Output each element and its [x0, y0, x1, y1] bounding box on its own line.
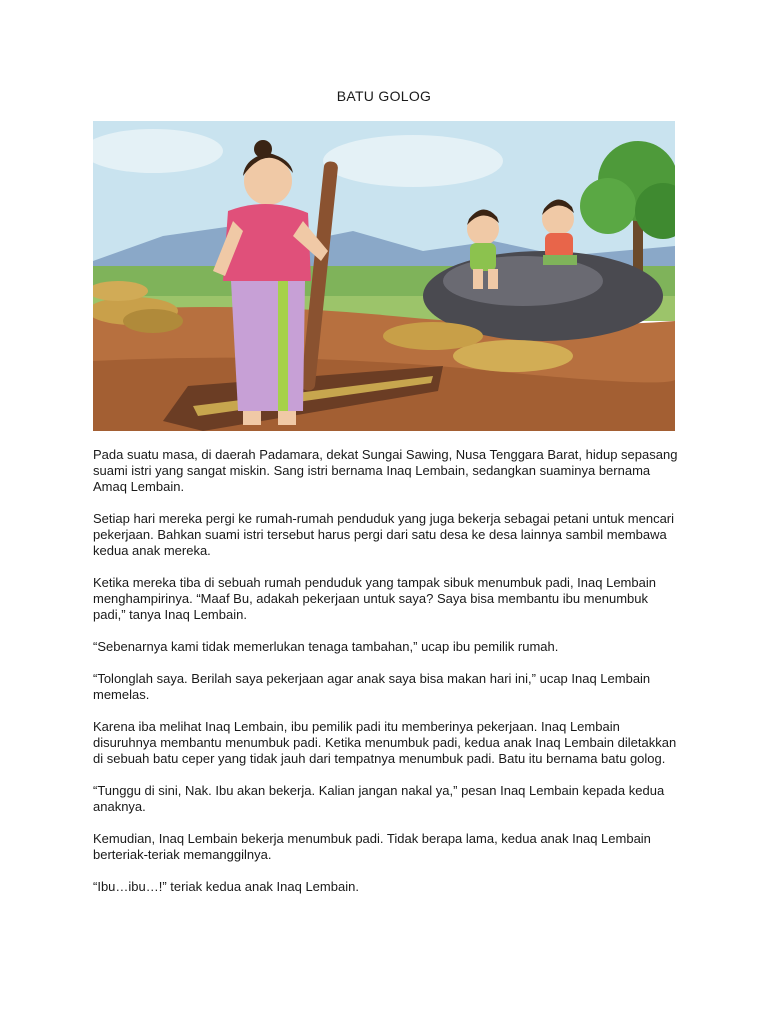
paragraph: Pada suatu masa, di daerah Padamara, dekat Sungai Sawing, Nusa Tenggara Barat, hidup sepasang suami istri yang sangat miskin. Sang istri bernama Inaq Lembain, sedangkan suaminya bernama Amaq Lembain. [93, 447, 678, 494]
paragraph: Ketika mereka tiba di sebuah rumah penduduk yang tampak sibuk menumbuk padi, Inaq Lembain menghampirinya. “Maaf Bu, adakah pekerjaan untuk saya? Saya bisa membantu ibu menumbuk padi,” tanya Inaq Lembain. [93, 575, 656, 622]
story-illustration-icon [93, 121, 675, 431]
paragraph: “Tunggu di sini, Nak. Ibu akan bekerja. Kalian jangan nakal ya,” pesan Inaq Lembain kepada kedua anaknya. [93, 783, 665, 814]
story-illustration [93, 121, 675, 431]
paragraph: Setiap hari mereka pergi ke rumah-rumah penduduk yang juga bekerja sebagai petani untuk mencari pekerjaan. Bahkan suami istri tersebut harus pergi dari satu desa ke desa lainnya sambil membawa kedua anak mereka. [93, 511, 675, 558]
paragraph: “Ibu…ibu…!” teriak kedua anak Inaq Lembain. [93, 879, 359, 894]
paragraph: Kemudian, Inaq Lembain bekerja menumbuk padi. Tidak berapa lama, kedua anak Inaq Lembain berteriak-teriak memanggilnya. [93, 831, 651, 862]
story-text [93, 447, 683, 911]
paragraph: Karena iba melihat Inaq Lembain, ibu pemilik padi itu memberinya pekerjaan. Inaq Lembain disuruhnya membantu menumbuk padi. Ketika menumbuk padi, kedua anak Inaq Lembain diletakkan di sebuah batu ceper yang tidak jauh dari tempatnya menumbuk padi. Batu itu bernama batu golog. [93, 719, 677, 766]
paragraph: “Sebenarnya kami tidak memerlukan tenaga tambahan,” ucap ibu pemilik rumah. [93, 639, 559, 654]
page-title: BATU GOLOG [336, 88, 432, 104]
paragraph: “Tolonglah saya. Berilah saya pekerjaan agar anak saya bisa makan hari ini,” ucap Inaq Lembain memelas. [93, 671, 651, 702]
